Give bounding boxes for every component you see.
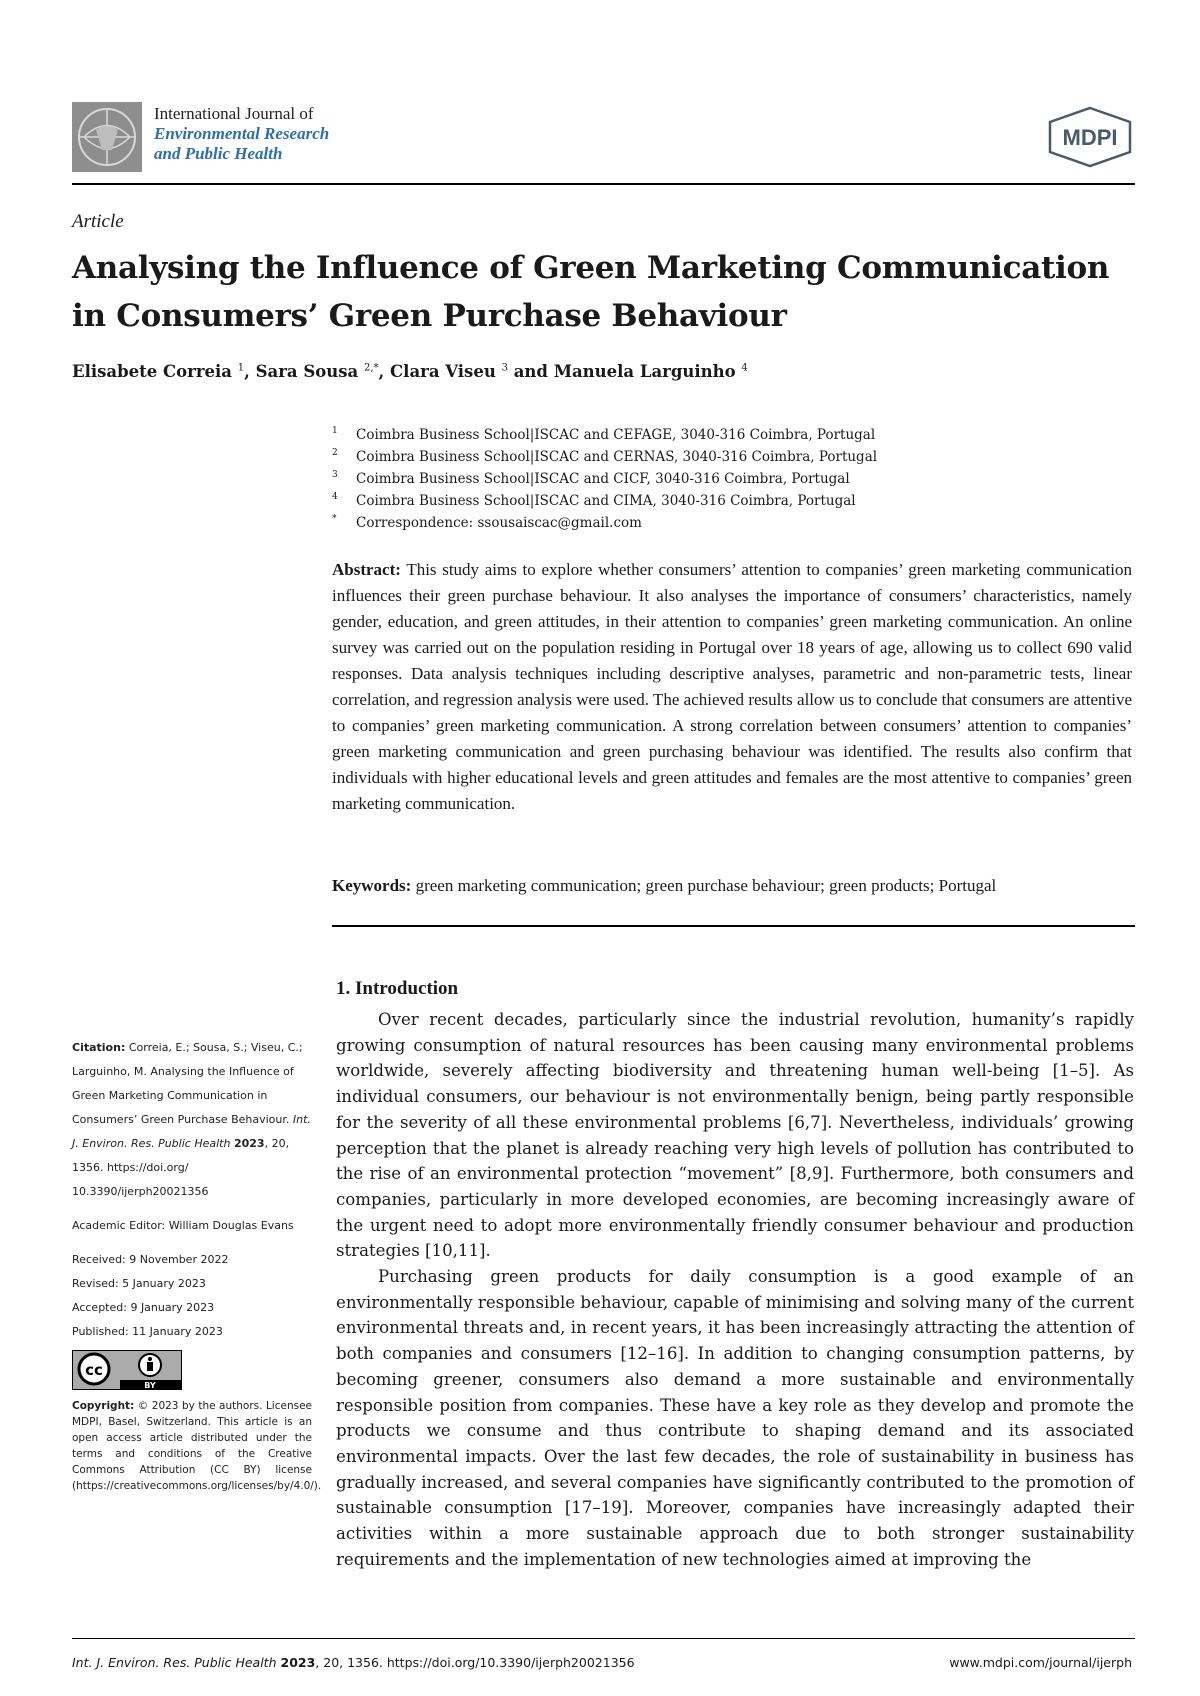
academic-editor: Academic Editor: William Douglas Evans [72, 1219, 294, 1232]
keywords-label: Keywords: [332, 876, 412, 895]
footer-year: 2023 [280, 1655, 316, 1670]
footer-journal: Int. J. Environ. Res. Public Health [72, 1655, 277, 1670]
affiliation-item [332, 424, 1132, 446]
article-type: Article [72, 211, 124, 232]
citation-year: 2023 [233, 1137, 265, 1150]
affiliation-number: 4 [332, 492, 338, 502]
abstract [332, 557, 1132, 817]
citation-block [72, 1036, 312, 1204]
dates-block [72, 1248, 312, 1344]
affiliation-text: Coimbra Business School|ISCAC and CEFAGE, 3040-316 Coimbra, Portugal [356, 427, 876, 443]
footer-citation [72, 1655, 635, 1670]
revised-date: Revised: 5 January 2023 [72, 1277, 206, 1290]
author-name[interactable]: Sara Sousa [255, 362, 359, 381]
author-affiliation-mark: 3 [501, 362, 508, 374]
intro-paragraph: Over recent decades, particularly since the industrial revolution, humanity’s rapidly growing consumption of natural resources has been causing many environmental problems worldwide, severely affecting biodiversity and threatening human well-being [1–5]. As individual consumers, our behaviour is not environmentally benign, being partly responsible for the severity of all these environmental problems [6,7]. Nevertheless, individuals’ growing perception that the planet is already reaching very high levels of pollution has contributed to the rise of an environmental protection “movement” [8,9]. Furthermore, both consumers and companies, particularly in more developed economies, are becoming increasingly aware of the urgent need to adopt more environmentally friendly consumer behaviour and production strategies [10,11]. [336, 1010, 1134, 1261]
footer-url[interactable]: www.mdpi.com/journal/ijerph [949, 1655, 1132, 1670]
author-separator: , [244, 362, 256, 381]
copyright-text: © 2023 by the authors. Licensee MDPI, Basel, Switzerland. This article is an open access article distributed under the terms and conditions of the Creative Commons Attribution (CC BY) license (https://creativecommons.org/licenses/by/4.0/). [72, 1400, 322, 1492]
article-title: Analysing the Influence of Green Marketing Communication in Consumers’ Green Purchase Behaviour [72, 250, 1110, 334]
published-date: Published: 11 January 2023 [72, 1325, 223, 1338]
author-separator: and [507, 362, 554, 381]
author-name[interactable]: Clara Viseu [390, 362, 496, 381]
affiliations-list [332, 424, 1132, 534]
affiliation-text: Coimbra Business School|ISCAC and CICF, 3040-316 Coimbra, Portugal [356, 471, 850, 487]
author-separator: , [378, 362, 391, 381]
section-heading: 1. Introduction [336, 978, 459, 999]
correspondence-item [332, 512, 1132, 534]
mdpi-logo-text: MDPI [1062, 125, 1118, 150]
citation-journal: Int. J. Environ. Res. Public Health [72, 1113, 311, 1150]
cc-by-license-icon[interactable] [72, 1350, 182, 1390]
footer-divider [72, 1638, 1135, 1639]
author-name[interactable]: Elisabete Correia [72, 362, 232, 381]
affiliation-item [332, 468, 1132, 490]
copyright-block [72, 1398, 322, 1494]
article-info-sidebar [72, 1036, 322, 1494]
affiliation-number: 2 [332, 448, 338, 458]
correspondence-email[interactable]: Correspondence: ssousaiscac@gmail.com [356, 515, 642, 531]
journal-name-line2: Environmental Research [154, 124, 330, 143]
author-name[interactable]: Manuela Larguinho [553, 362, 736, 381]
affiliation-text: Coimbra Business School|ISCAC and CERNAS, 3040-316 Coimbra, Portugal [356, 449, 878, 465]
affiliation-number: * [332, 514, 337, 524]
accepted-date: Accepted: 9 January 2023 [72, 1301, 215, 1314]
affiliation-item [332, 490, 1132, 512]
citation-text: Correia, E.; Sousa, S.; Viseu, C.; Larguinho, M. Analysing the Influence of Green Marketing Communication in Consumers’ Green Purchase Behaviour. [72, 1041, 303, 1126]
mdpi-logo-icon [1046, 106, 1134, 168]
keywords [332, 873, 1132, 899]
author-affiliation-mark: 1 [237, 362, 245, 374]
journal-logo-icon [72, 102, 142, 172]
affiliation-number: 3 [332, 470, 338, 480]
received-date: Received: 9 November 2022 [72, 1253, 229, 1266]
author-list [72, 362, 748, 381]
abstract-divider [332, 925, 1135, 927]
abstract-label: Abstract: [332, 560, 401, 579]
journal-name-line3: and Public Health [154, 144, 283, 163]
author-affiliation-mark: 4 [741, 362, 748, 374]
keywords-text: green marketing communication; green purchase behaviour; green products; Portugal [415, 876, 997, 895]
copyright-label: Copyright: [72, 1400, 135, 1412]
journal-name-line1: International Journal of [154, 104, 314, 123]
intro-body [336, 1007, 1134, 1572]
intro-paragraph: Purchasing green products for daily consumption is a good example of an environmentally responsible behaviour, capable of minimising and solving many of the current environmental threats and, in recent years, it has been increasingly attracting the attention of both companies and consumers [12–16]. In addition to changing consumption patterns, by becoming greener, consumers also demand a more sustainable and environmentally responsible position from companies. These have a key role as they develop and promote the products we consume and thus contribute to shaping demand and its associated environmental impacts. Over the last few decades, the role of sustainability in business has gradually increased, and several companies have significantly contributed to the promotion of sustainable consumption [17–19]. Moreover, companies have increasingly adapted their activities within a more sustainable approach due to both stronger sustainability requirements and the implementation of new technologies aimed at improving the [336, 1267, 1134, 1569]
journal-name [154, 104, 329, 164]
affiliation-item [332, 446, 1132, 468]
svg-text:cc: cc [85, 1361, 103, 1379]
affiliation-number: 1 [332, 426, 338, 436]
license-badge-text: BY [144, 1381, 156, 1390]
header-divider [72, 183, 1135, 185]
affiliation-text: Coimbra Business School|ISCAC and CIMA, 3040-316 Coimbra, Portugal [356, 493, 856, 509]
citation-label: Citation: [72, 1041, 126, 1054]
abstract-text: This study aims to explore whether consumers’ attention to companies’ green marketing communication influences their green purchase behaviour. It also analyses the importance of consumers’ characteristics, namely gender, education, and green attitudes, in their attention to companies’ green marketing communication. An online survey was carried out on the population residing in Portugal over 18 years of age, allowing us to collect 690 valid responses. Data analysis techniques including descriptive analyses, parametric and non-parametric tests, linear correlation, and regression analysis were used. The achieved results allow us to conclude that consumers are attentive to companies’ green marketing communication. A strong correlation between consumers’ attention to companies’ green marketing communication and green purchasing behaviour was identified. The results also confirm that individuals with higher educational levels and green attitudes and females are the most attentive to companies’ green marketing communication. [332, 560, 1132, 813]
citation-doi[interactable]: , 20, 1356. https://doi.org/ 10.3390/ijerph20021356 [72, 1137, 290, 1198]
author-affiliation-mark: 2,* [364, 362, 379, 374]
footer-doi[interactable]: , 20, 1356. https://doi.org/10.3390/ijerph20021356 [315, 1655, 635, 1670]
